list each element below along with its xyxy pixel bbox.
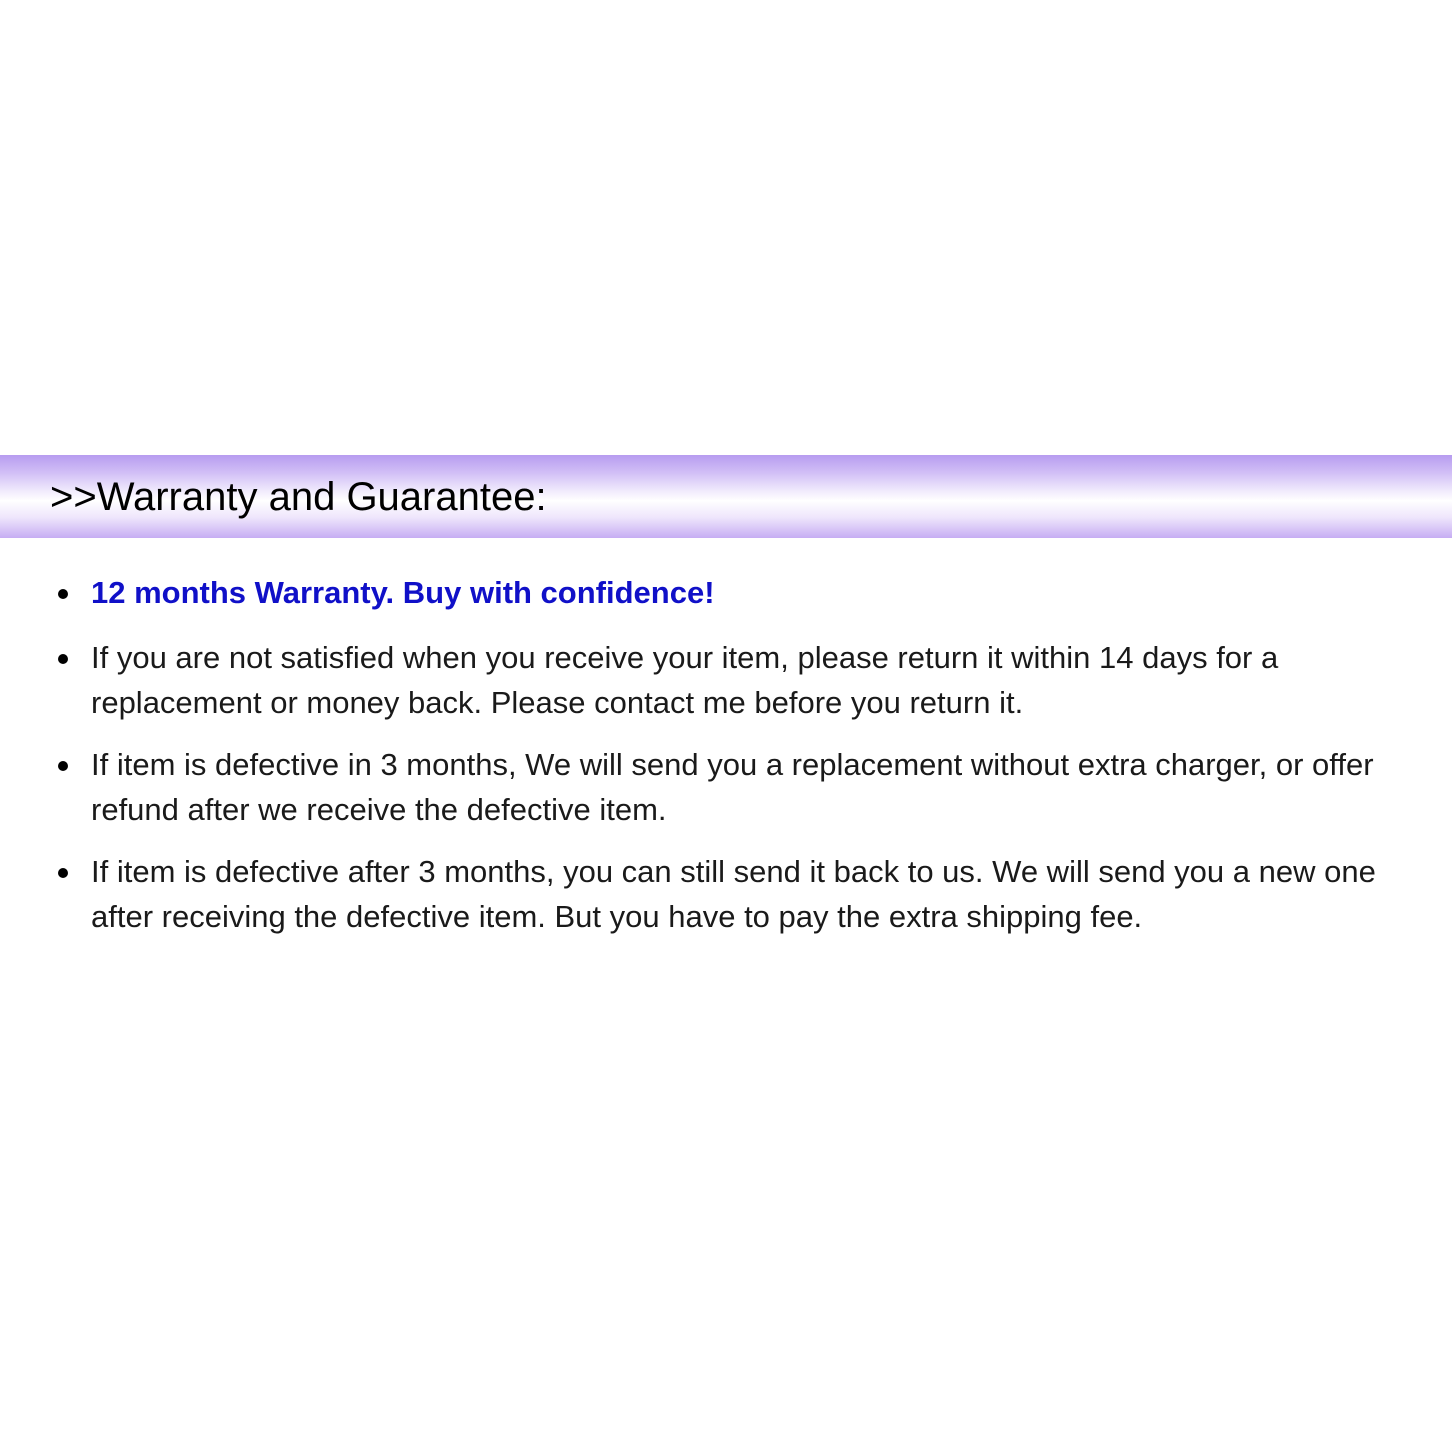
list-item	[0, 635, 1452, 725]
list-item	[0, 570, 1452, 615]
defect-after-3-months-text: If item is defective after 3 months, you can still send it back to us. We will send you a new one after receiving the defective item. But you have to pay the extra shipping fee.	[91, 854, 1376, 934]
return-policy-text: If you are not satisfied when you receive your item, please return it within 14 days for a replacement or money back. Please contact me before you return it.	[91, 640, 1279, 720]
section-header-banner	[0, 455, 1452, 538]
bullet-icon	[58, 761, 68, 771]
list-item	[0, 849, 1452, 939]
bullet-icon	[58, 654, 68, 664]
section-title: >>Warranty and Guarantee:	[50, 475, 547, 519]
bullet-icon	[58, 868, 68, 878]
warranty-highlight-text: 12 months Warranty. Buy with confidence!	[91, 575, 715, 610]
bullet-icon	[58, 589, 68, 599]
list-item	[0, 742, 1452, 832]
defect-within-3-months-text: If item is defective in 3 months, We will send you a replacement without extra charger, or offer refund after we receive the defective item.	[91, 747, 1374, 827]
warranty-terms-list	[0, 570, 1452, 956]
